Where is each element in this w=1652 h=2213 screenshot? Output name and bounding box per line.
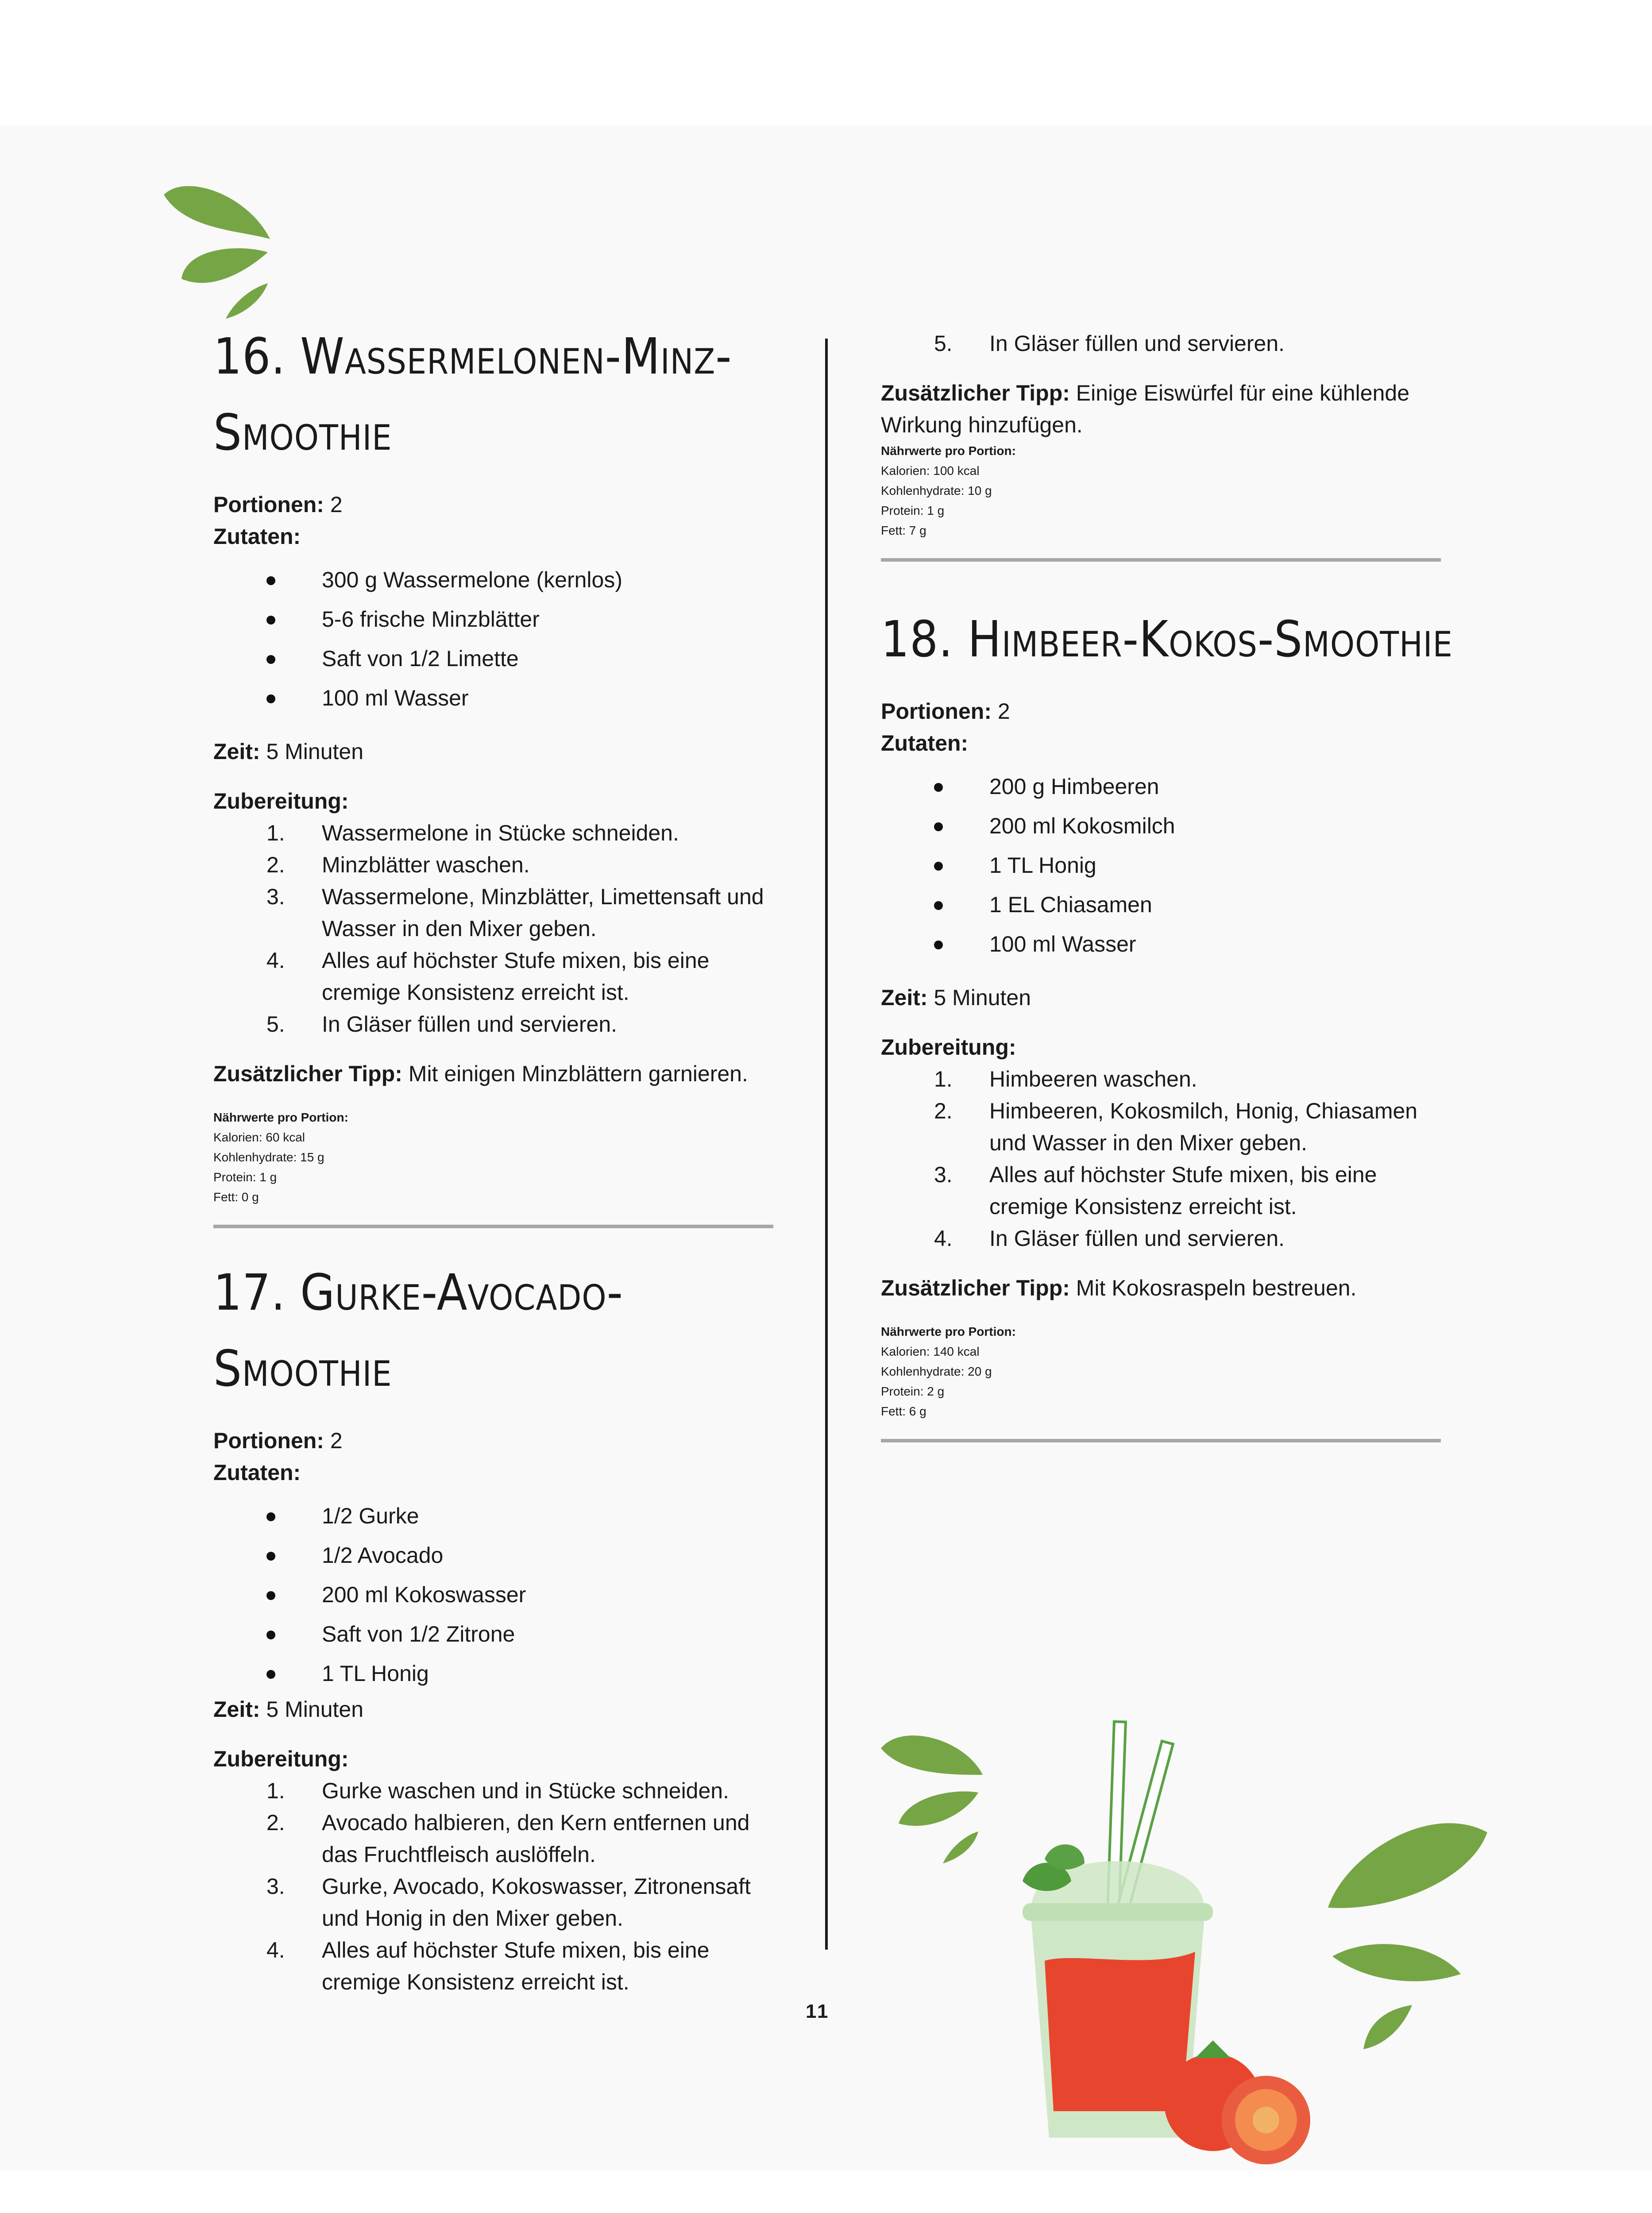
portions: Portionen: 2 bbox=[213, 492, 343, 517]
smoothie-cup-icon bbox=[876, 1713, 1496, 2191]
list-item: Saft von 1/2 Zitrone bbox=[213, 1615, 789, 1654]
steps-list bbox=[213, 1775, 789, 1998]
list-item: 300 g Wassermelone (kernlos) bbox=[213, 560, 789, 600]
list-item: 100 ml Wasser bbox=[881, 925, 1456, 964]
recipe-16 bbox=[213, 319, 789, 1228]
steps-list bbox=[881, 328, 1456, 359]
list-item: 4. Alles auf höchster Stufe mixen, bis eine cremige Konsistenz erreicht ist. bbox=[266, 1938, 710, 1994]
ingredients-list bbox=[213, 560, 789, 718]
list-item: 200 ml Kokoswasser bbox=[213, 1575, 789, 1615]
list-item: 1. Gurke waschen und in Stücke schneiden. bbox=[266, 1778, 729, 1803]
list-item: 5-6 frische Minzblätter bbox=[213, 600, 789, 639]
list-item: 4. Alles auf höchster Stufe mixen, bis eine cremige Konsistenz erreicht ist. bbox=[266, 948, 710, 1005]
recipe-title-line1: 16. Wassermelonen-Minz- bbox=[213, 328, 732, 386]
ingredients-label: Zutaten: bbox=[213, 524, 301, 549]
prep-label: Zubereitung: bbox=[213, 1746, 349, 1771]
nutrition: Nährwerte pro Portion: Kalorien: 60 kcal Kohlenhydrate: 15 g Protein: 1 g Fett: 0 g bbox=[213, 1110, 348, 1204]
ingredients-label: Zutaten: bbox=[881, 731, 969, 756]
recipe-17-continued bbox=[881, 328, 1456, 562]
recipe-18 bbox=[881, 601, 1456, 1442]
list-item: 3. Gurke, Avocado, Kokoswasser, Zitronensaft und Honig in den Mixer geben. bbox=[266, 1874, 751, 1931]
prep-label: Zubereitung: bbox=[881, 1035, 1016, 1060]
list-item: 5. In Gläser füllen und servieren. bbox=[266, 1012, 618, 1037]
list-item: 1/2 Avocado bbox=[213, 1536, 789, 1575]
nutrition: Nährwerte pro Portion: Kalorien: 140 kcal Kohlenhydrate: 20 g Protein: 2 g Fett: 6 g bbox=[881, 1325, 1016, 1418]
section-divider bbox=[881, 558, 1441, 562]
ingredients-list bbox=[213, 1496, 789, 1693]
time: Zeit: 5 Minuten bbox=[881, 985, 1031, 1010]
leaf-splash-icon bbox=[159, 177, 274, 323]
list-item: 1/2 Gurke bbox=[213, 1496, 789, 1536]
list-item: 2. Himbeeren, Kokosmilch, Honig, Chiasamen und Wasser in den Mixer geben. bbox=[934, 1099, 1418, 1155]
list-item: Saft von 1/2 Limette bbox=[213, 639, 789, 679]
column-divider bbox=[825, 339, 828, 1950]
list-item: 3. Wassermelone, Minzblätter, Limettensaft und Wasser in den Mixer geben. bbox=[266, 884, 764, 941]
time: Zeit: 5 Minuten bbox=[213, 1697, 364, 1722]
list-item: 1 TL Honig bbox=[881, 846, 1456, 885]
list-item: 200 g Himbeeren bbox=[881, 767, 1456, 806]
recipe-title-line2: Smoothie bbox=[213, 404, 392, 462]
list-item: 1. Wassermelone in Stücke schneiden. bbox=[266, 821, 679, 845]
portions: Portionen: 2 bbox=[213, 1428, 343, 1453]
list-item: 4. In Gläser füllen und servieren. bbox=[934, 1226, 1285, 1251]
section-divider bbox=[881, 1439, 1441, 1442]
portions: Portionen: 2 bbox=[881, 699, 1010, 724]
steps-list bbox=[213, 817, 789, 1040]
list-item: 1 EL Chiasamen bbox=[881, 885, 1456, 925]
left-column bbox=[213, 319, 789, 1998]
tip: Zusätzlicher Tipp: Mit einigen Minzblättern garnieren. bbox=[213, 1061, 748, 1086]
list-item: 1. Himbeeren waschen. bbox=[934, 1067, 1197, 1091]
ingredients-list bbox=[881, 767, 1456, 964]
ingredients-label: Zutaten: bbox=[213, 1460, 301, 1485]
tip: Zusätzlicher Tipp: Mit Kokosraspeln bestreuen. bbox=[881, 1276, 1357, 1300]
list-item: 3. Alles auf höchster Stufe mixen, bis eine cremige Konsistenz erreicht ist. bbox=[934, 1162, 1377, 1219]
list-item: 2. Minzblätter waschen. bbox=[266, 852, 530, 877]
page-number: 11 bbox=[806, 2001, 830, 2022]
section-divider bbox=[213, 1225, 773, 1228]
list-item: 2. Avocado halbieren, den Kern entfernen und das Fruchtfleisch auslöffeln. bbox=[266, 1810, 750, 1867]
tip: Zusätzlicher Tipp: Einige Eiswürfel für eine kühlende Wirkung hinzufügen. bbox=[881, 381, 1410, 437]
recipe-title bbox=[213, 319, 789, 471]
recipe-title: 18. Himbeer-Kokos-Smoothie bbox=[881, 611, 1453, 668]
time: Zeit: 5 Minuten bbox=[213, 739, 364, 764]
list-item: 5. In Gläser füllen und servieren. bbox=[934, 331, 1285, 356]
recipe-title: 17. Gurke-Avocado-Smoothie bbox=[213, 1264, 624, 1398]
list-item: 1 TL Honig bbox=[213, 1654, 789, 1693]
nutrition: Nährwerte pro Portion: Kalorien: 100 kcal Kohlenhydrate: 10 g Protein: 1 g Fett: 7 g bbox=[881, 444, 1016, 537]
prep-label: Zubereitung: bbox=[213, 789, 349, 813]
steps-list bbox=[881, 1063, 1456, 1254]
list-item: 100 ml Wasser bbox=[213, 679, 789, 718]
recipe-17 bbox=[213, 1255, 789, 1998]
list-item: 200 ml Kokosmilch bbox=[881, 806, 1456, 846]
right-column bbox=[881, 328, 1456, 1442]
